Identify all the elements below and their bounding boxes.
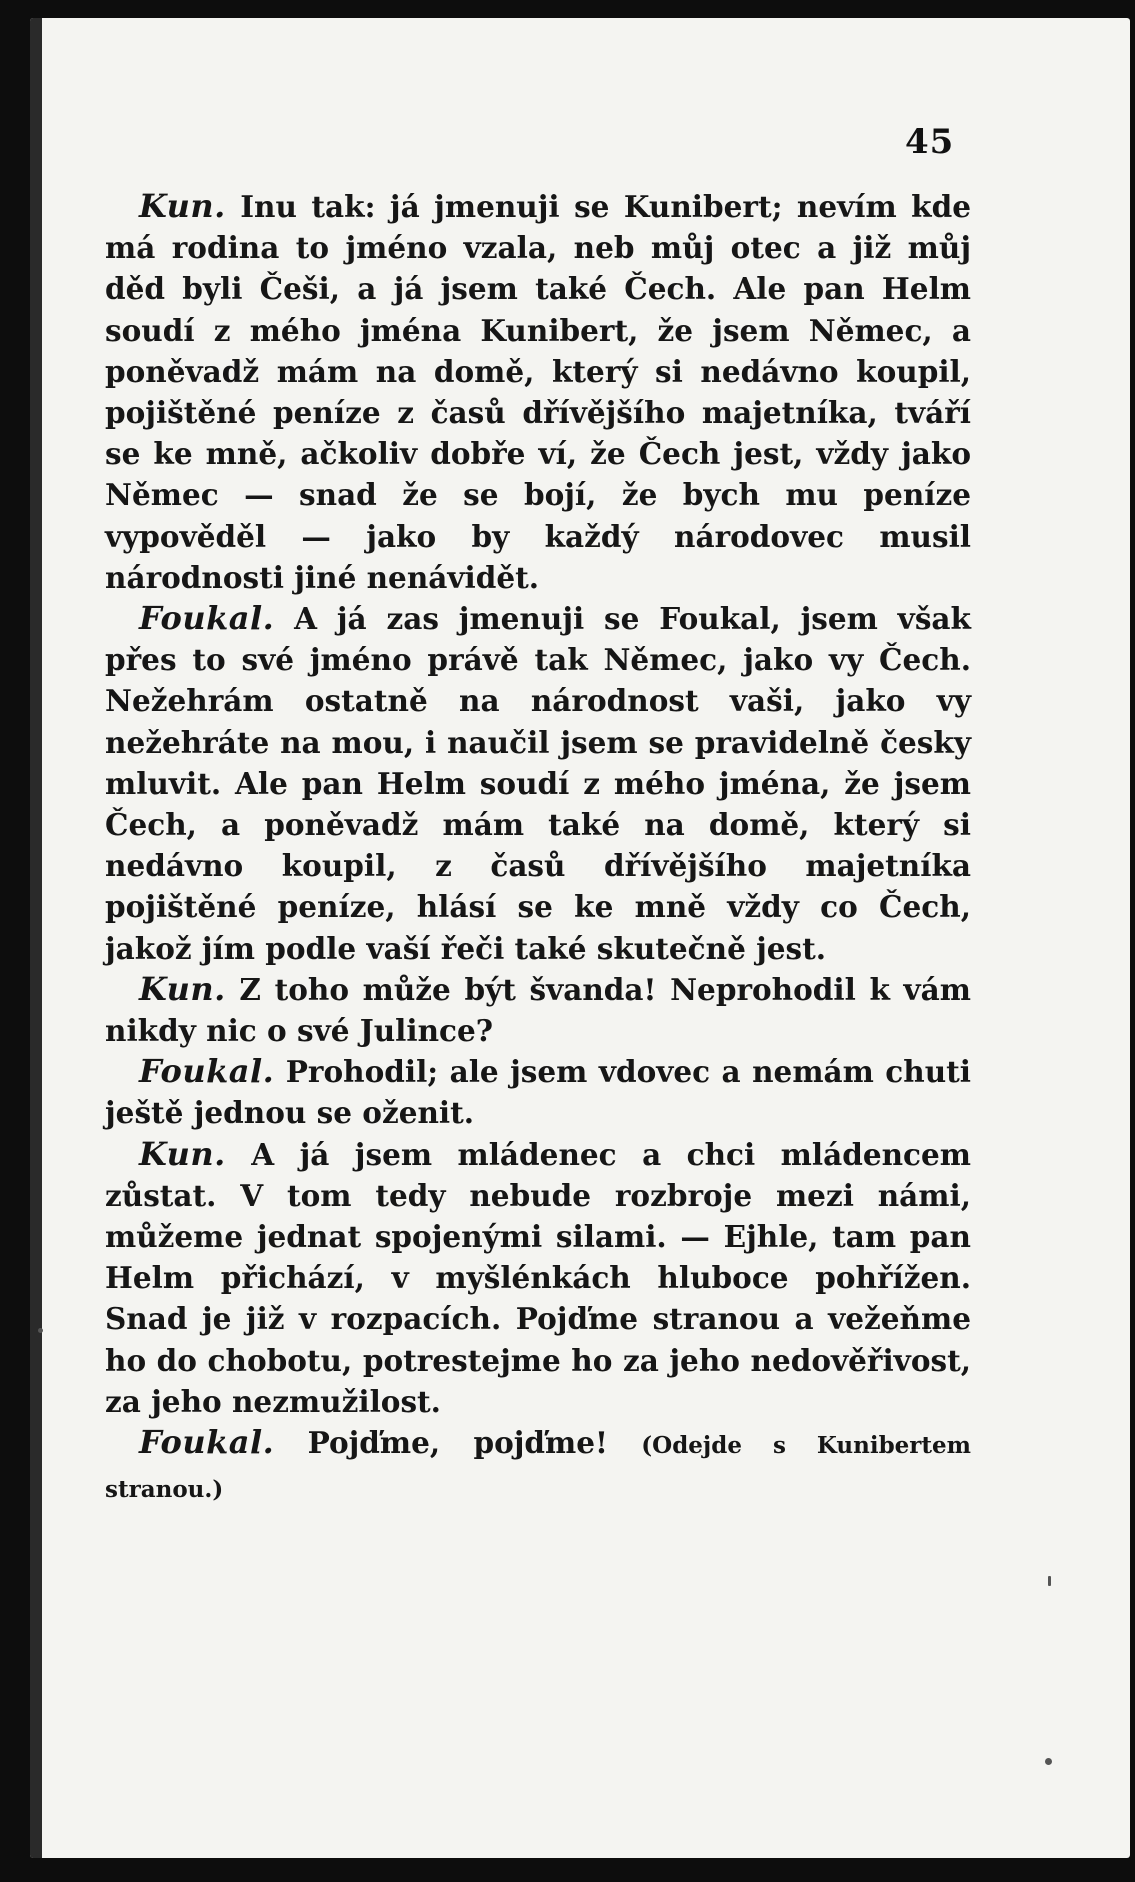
speaker-name: Foukal. — [139, 1423, 275, 1462]
speech-text: A já zas jmenuji se Foukal, jsem však přes to své jméno právě tak Němec, jako vy Čech. Nežehrám ostatně na národnost vaši, jako vy nežehráte na mou, i naučil jsem se pravidelně česky mluvit. Ale pan Helm soudí z mého jména, že jsem Čech, a poněvadž mám také na domě, který si nedávno koupil, z časů dřívějšího majetníka pojištěné peníze, hlásí se ke mně vždy co Čech, jakož jím podle vaší řeči také skutečně jest. — [105, 601, 971, 966]
speech-text: Inu tak: já jmenuji se Kunibert; nevím kde má rodina to jméno vzala, neb můj otec a již můj děd byli Češi, a já jsem také Čech. Ale pan Helm soudí z mého jména Kunibert, že jsem Němec, a poněvadž mám na domě, který si nedávno koupil, pojištěné peníze z časů dřívějšího majetníka, tváří se ke mně, ačkoliv dobře ví, že Čech jest, vždy jako Němec — snad že se bojí, že bych mu peníze vypověděl — jako by každý národovec musil národnosti jiné nenávidět. — [105, 189, 971, 595]
speaker-name: Foukal. — [139, 1052, 275, 1091]
speaker-name: Foukal. — [139, 599, 275, 638]
ink-speck — [1045, 1758, 1052, 1765]
ink-speck — [1048, 1576, 1051, 1586]
book-page — [30, 18, 1130, 1858]
dialogue-paragraph — [105, 598, 971, 969]
speaker-name: Kun. — [139, 187, 226, 225]
dialogue-paragraph — [105, 969, 971, 1051]
dialogue-paragraph — [105, 1051, 971, 1133]
dialogue-text — [105, 186, 971, 1511]
speech-text: Prohodil; ale jsem vdovec a nemám chuti ještě jednou se oženit. — [105, 1054, 971, 1131]
speech-text: A já jsem mládenec a chci mládencem zůstat. V tom tedy nebude rozbroje mezi námi, můžeme jednat spojenými silami. — Ejhle, tam pan Helm přichází, v myšlénkách hluboce pohřížen. Snad je již v rozpacích. Pojďme stranou a vežeňme ho do chobotu, potrestejme ho za jeho nedověřivost, za jeho nezmužilost. — [105, 1136, 971, 1419]
dialogue-paragraph — [105, 186, 971, 598]
speaker-name: Kun. — [139, 1134, 226, 1173]
speech-text: Pojďme, pojďme! — [307, 1425, 608, 1461]
page-edge-shadow — [30, 18, 42, 1858]
stage-direction: (Odejde s Kunibertem stranou.) — [105, 1432, 972, 1504]
dialogue-paragraph — [105, 1422, 971, 1510]
page-number: 45 — [905, 122, 955, 162]
speaker-name: Kun. — [139, 969, 226, 1008]
speech-text: Z toho může být švanda! Neprohodil k vám nikdy nic o své Julince? — [105, 971, 971, 1049]
ink-speck — [38, 1328, 43, 1333]
dialogue-paragraph — [105, 1134, 971, 1422]
